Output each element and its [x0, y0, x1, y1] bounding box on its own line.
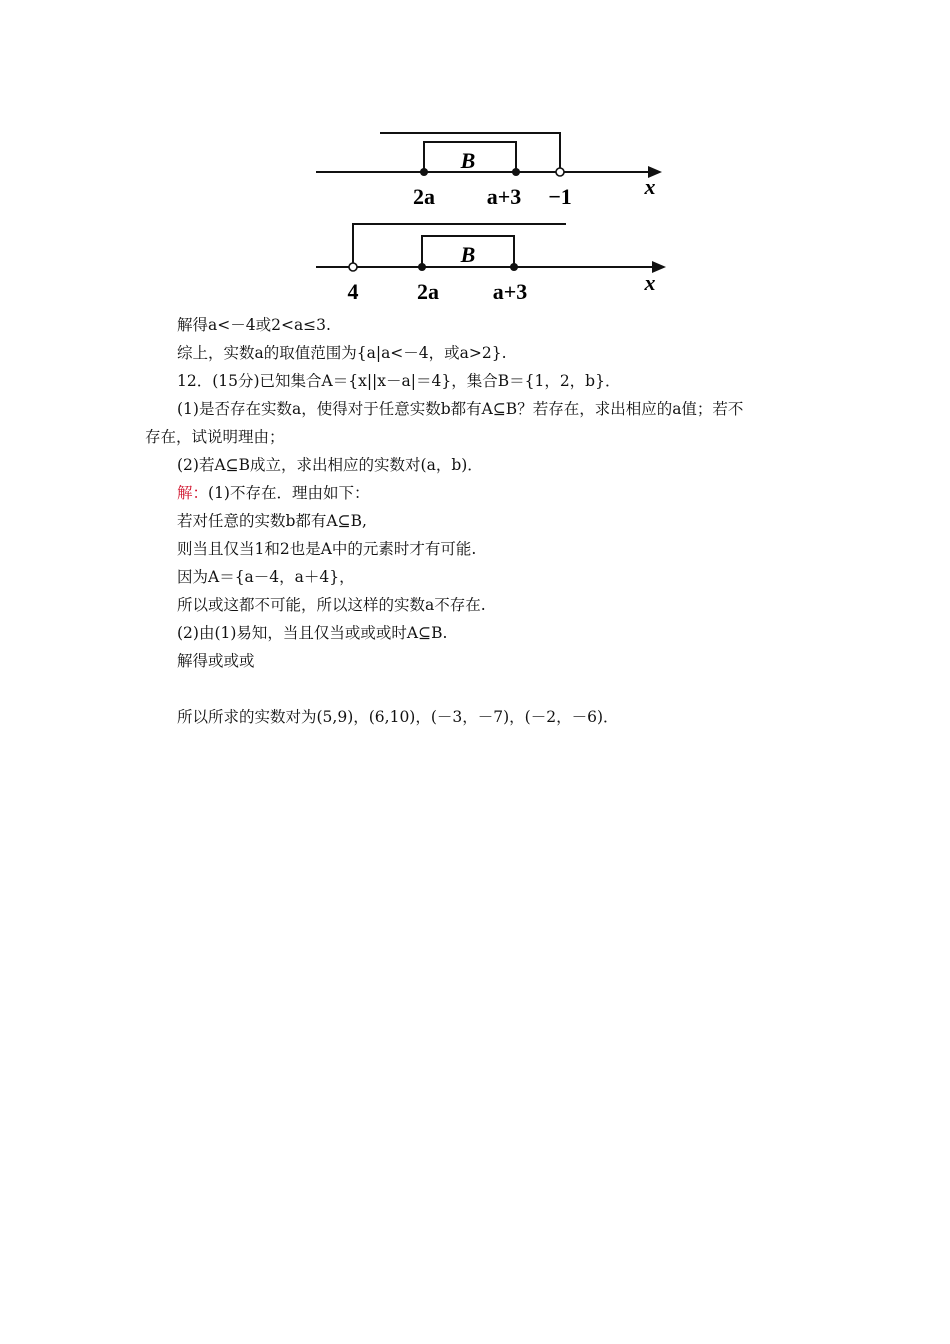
closed-point-a3-2 [510, 263, 518, 271]
number-line-figures [300, 120, 680, 310]
set-a-bracket-2 [353, 224, 566, 267]
closed-point-a3-1 [512, 168, 520, 176]
set-b-label-1: B [460, 148, 476, 173]
problem-12-part1: (1)是否存在实数a，使得对于任意实数b都有A⊆B？若存在，求出相应的a值；若不 [177, 400, 744, 418]
solution-line: 所以或这都不可能，所以这样的实数a不存在. [177, 596, 486, 614]
closed-point-2a-2 [418, 263, 426, 271]
number-line-svg [300, 120, 680, 310]
tick-label-4: 4 [347, 279, 359, 304]
problem-12-heading: 12．(15分)已知集合A＝{x||x－a|＝4}，集合B＝{1，2，b}． [177, 372, 621, 390]
tick-label-a3-2: a+3 [492, 279, 528, 304]
solution-first-line [145, 479, 810, 507]
problem-12-part2: (2)若A⊆B成立，求出相应的实数对(a，b)． [177, 456, 483, 474]
spacer [145, 675, 810, 703]
number-line-2 [316, 224, 666, 304]
text-line: 解得a<－4或2<a≤3. [177, 316, 331, 334]
solution-line: 若对任意的实数b都有A⊆B, [177, 512, 367, 530]
text-line: 综上，实数a的取值范围为{a|a<－4，或a>2}. [177, 344, 507, 362]
tick-label-a3-1: a+3 [486, 184, 522, 209]
open-point-4 [349, 263, 357, 271]
solution-text: (1)不存在．理由如下： [208, 484, 370, 502]
tick-label-2a-1: 2a [413, 184, 435, 209]
problem-12-part1-cont: 存在，试说明理由； [145, 428, 285, 446]
solution-line: 解得或或或 [177, 652, 255, 670]
number-line-1 [316, 133, 662, 209]
solution-line: 则当且仅当1和2也是A中的元素时才有可能. [177, 540, 477, 558]
solution-line: 因为A＝{a－4，a＋4}， [177, 568, 355, 586]
open-point-neg1 [556, 168, 564, 176]
solution-label: 解： [177, 484, 209, 502]
tick-label-2a-2: 2a [417, 279, 439, 304]
tick-label-neg1: −1 [548, 184, 572, 209]
set-b-label-2: B [460, 242, 476, 267]
closed-point-2a-1 [420, 168, 428, 176]
axis-label-x-1: x [644, 174, 656, 199]
axis-label-x-2: x [644, 270, 656, 295]
solution-final-line: 所以所求的实数对为(5,9)，(6,10)，(－3，－7)，(－2，－6)． [177, 708, 619, 726]
solution-line: (2)由(1)易知，当且仅当或或或时A⊆B. [177, 624, 448, 642]
document-body [145, 311, 810, 731]
